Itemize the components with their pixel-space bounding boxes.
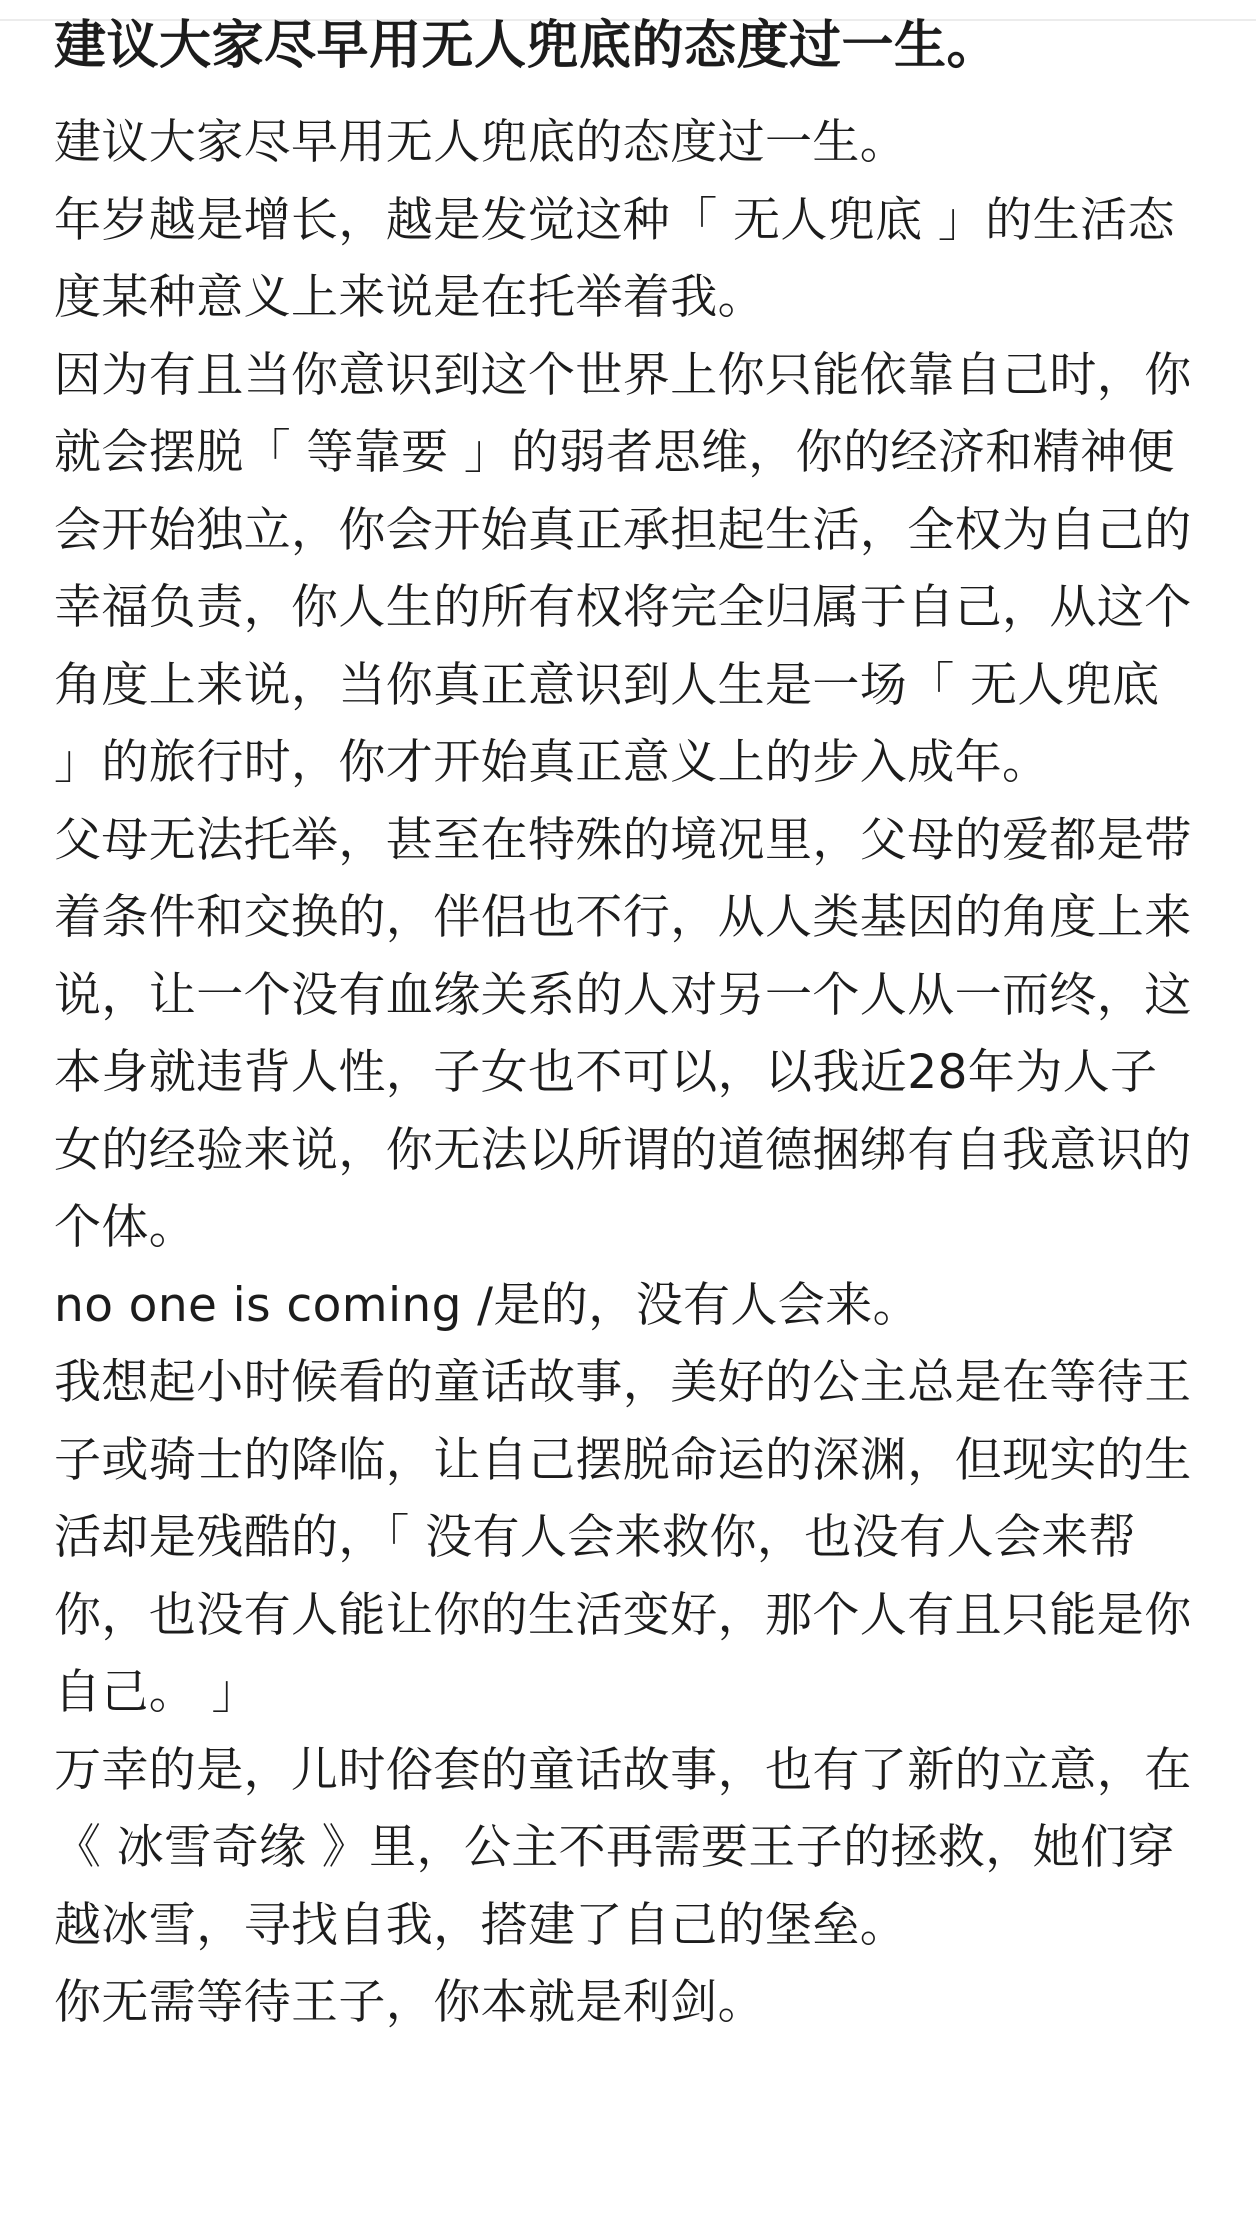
paragraph-5: no one is coming /是的，没有人会来。 [54, 1277, 921, 1333]
paragraph-7: 万幸的是，儿时俗套的童话故事，也有了新的立意，在《 冰雪奇缘 》里，公主不再需要王子的拯救，她们穿越冰雪，寻找自我，搭建了自己的堡垒。 [54, 1742, 1192, 1953]
paragraph-2: 年岁越是增长，越是发觉这种「 无人兜底 」的生活态度某种意义上来说是在托举着我。 [54, 192, 1175, 325]
paragraph-8: 你无需等待王子，你本就是利剑。 [54, 1975, 765, 2030]
paragraph-6: 我想起小时候看的童话故事，美好的公主总是在等待王子或骑士的降临，让自己摆脱命运的深渊，但现实的生活却是残酷的，「 没有人会来救你，也没有人会来帮你，也没有人能让你的生活变好，那个人有且只能是你自己。 」 [54, 1355, 1192, 1720]
post-title: 建议大家尽早用无人兜底的态度过一生。 [54, 16, 1000, 76]
paragraph-1: 建议大家尽早用无人兜底的态度过一生。 [54, 115, 908, 170]
paragraph-4: 父母无法托举，甚至在特殊的境况里，父母的爱都是带着条件和交换的，伴侣也不行，从人类基因的角度上来说，让一个没有血缘关系的人对另一个人从一而终，这本身就违背人性，子女也不可以，以我近28年为人子女的经验来说，你无法以所谓的道德捆绑有自我意识的个体。 [54, 812, 1192, 1255]
paragraph-3: 因为有且当你意识到这个世界上你只能依靠自己时，你就会摆脱「 等靠要 」的弱者思维，你的经济和精神便会开始独立，你会开始真正承担起生活，全权为自己的幸福负责，你人生的所有权将完全归属于自己，从这个角度上来说，当你真正意识到人生是一场「 无人兜底 」的旅行时，你才开始真正意义上的步入成年。 [54, 347, 1192, 790]
post-body [54, 104, 1196, 2042]
